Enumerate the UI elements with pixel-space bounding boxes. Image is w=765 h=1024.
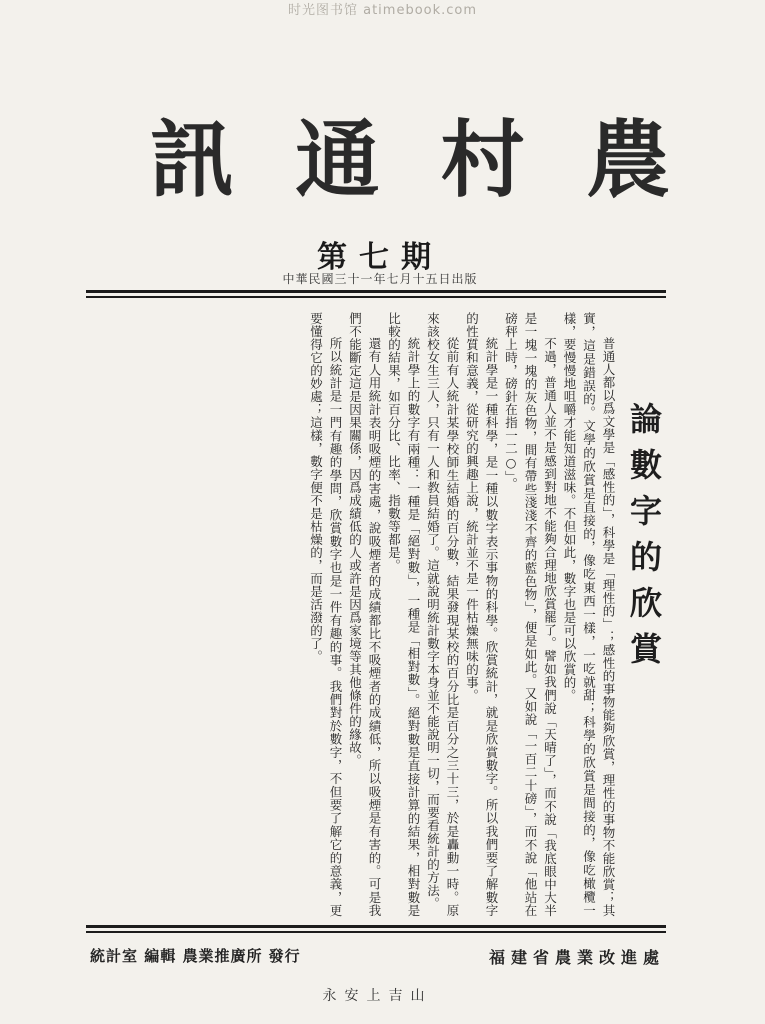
article-title: 論數字的欣賞 bbox=[625, 402, 663, 678]
article-paragraph: 不過，普通人並不是感到對地不能夠合理地欣賞罷了。譬如我們說「天晴了」，而不說「我底眼中大半是一塊一塊的灰色物，間有帶些淺淺不齊的藍色物」，便是如此。又如說「一百二十磅」，而不說「他站在磅秤上時，磅針在指一二○」。 bbox=[503, 312, 558, 917]
footer-issuer: 統計室 編輯 農業推廣所 發行 bbox=[90, 947, 301, 965]
footer-place: 永安上吉山 bbox=[322, 988, 433, 1004]
article-paragraph: 從前有人統計某學校師生結婚的百分數，結果發現某校的百分比是百分之三十三，於是轟動一時。原來該校女生三人，只有一人和教員結婚了。這就說明統計數字本身並不能說明一切，而要看統計的方法。 bbox=[425, 312, 460, 917]
article-paragraph: 還有人用統計表明吸煙的害處，說吸煙者的成績都比不吸煙者的成績低，所以吸煙是有害的。可是我們不能斷定這是因果關係，因爲成績低的人或許是因爲家境等其他條件的緣故。 bbox=[347, 312, 382, 917]
masthead bbox=[150, 100, 670, 220]
divider-bottom-thin bbox=[86, 931, 666, 933]
footer-publisher: 福建省農業改進處 bbox=[488, 948, 665, 967]
issue-number: 第七期 bbox=[317, 240, 443, 275]
article-paragraph: 統計學上的數字有兩種：一種是「絕對數」，一種是「相對數」。絕對數是直接計算的結果，相對數是比較的結果，如百分比、比率、指數等都是。 bbox=[386, 312, 421, 917]
divider-top-thin bbox=[86, 296, 666, 298]
masthead-char: 農 bbox=[585, 110, 670, 209]
article-paragraph: 統計學是一種科學，是一種以數字表示事物的科學。欣賞統計，就是欣賞數字。所以我們要了解數字的性質和意義，從研究的興趣上說，統計並不是一件枯燥無味的事。 bbox=[464, 312, 499, 917]
divider-bottom bbox=[86, 925, 666, 928]
article-body bbox=[88, 312, 618, 917]
article-paragraph: 普通人都以爲文學是「感性的」，科學是「理性的」；感性的事物能夠欣賞，理性的事物不能欣賞；其實，這是錯誤的。文學的欣賞是直接的，像吃東西一樣，一吃就甜；科學的欣賞是間接的，像吃橄欖一樣，要慢慢地咀嚼才能知道滋味。不但如此，數字也是可以欣賞的。 bbox=[562, 312, 616, 917]
footer bbox=[90, 945, 665, 968]
publication-date: 中華民國三十一年七月十五日出版 bbox=[282, 272, 478, 286]
divider-top bbox=[86, 290, 666, 293]
masthead-char: 通 bbox=[295, 110, 380, 209]
masthead-char: 訊 bbox=[150, 110, 235, 209]
watermark: 时光图书馆 atimebook.com bbox=[287, 3, 478, 18]
article-paragraph: 所以統計是一門有趣的學問，欣賞數字也是一件有趣的事。我們對於數字，不但要了解它的意義，更要懂得它的妙處；這樣，數字便不是枯燥的，而是活潑的了。 bbox=[308, 312, 343, 917]
masthead-char: 村 bbox=[440, 110, 525, 209]
